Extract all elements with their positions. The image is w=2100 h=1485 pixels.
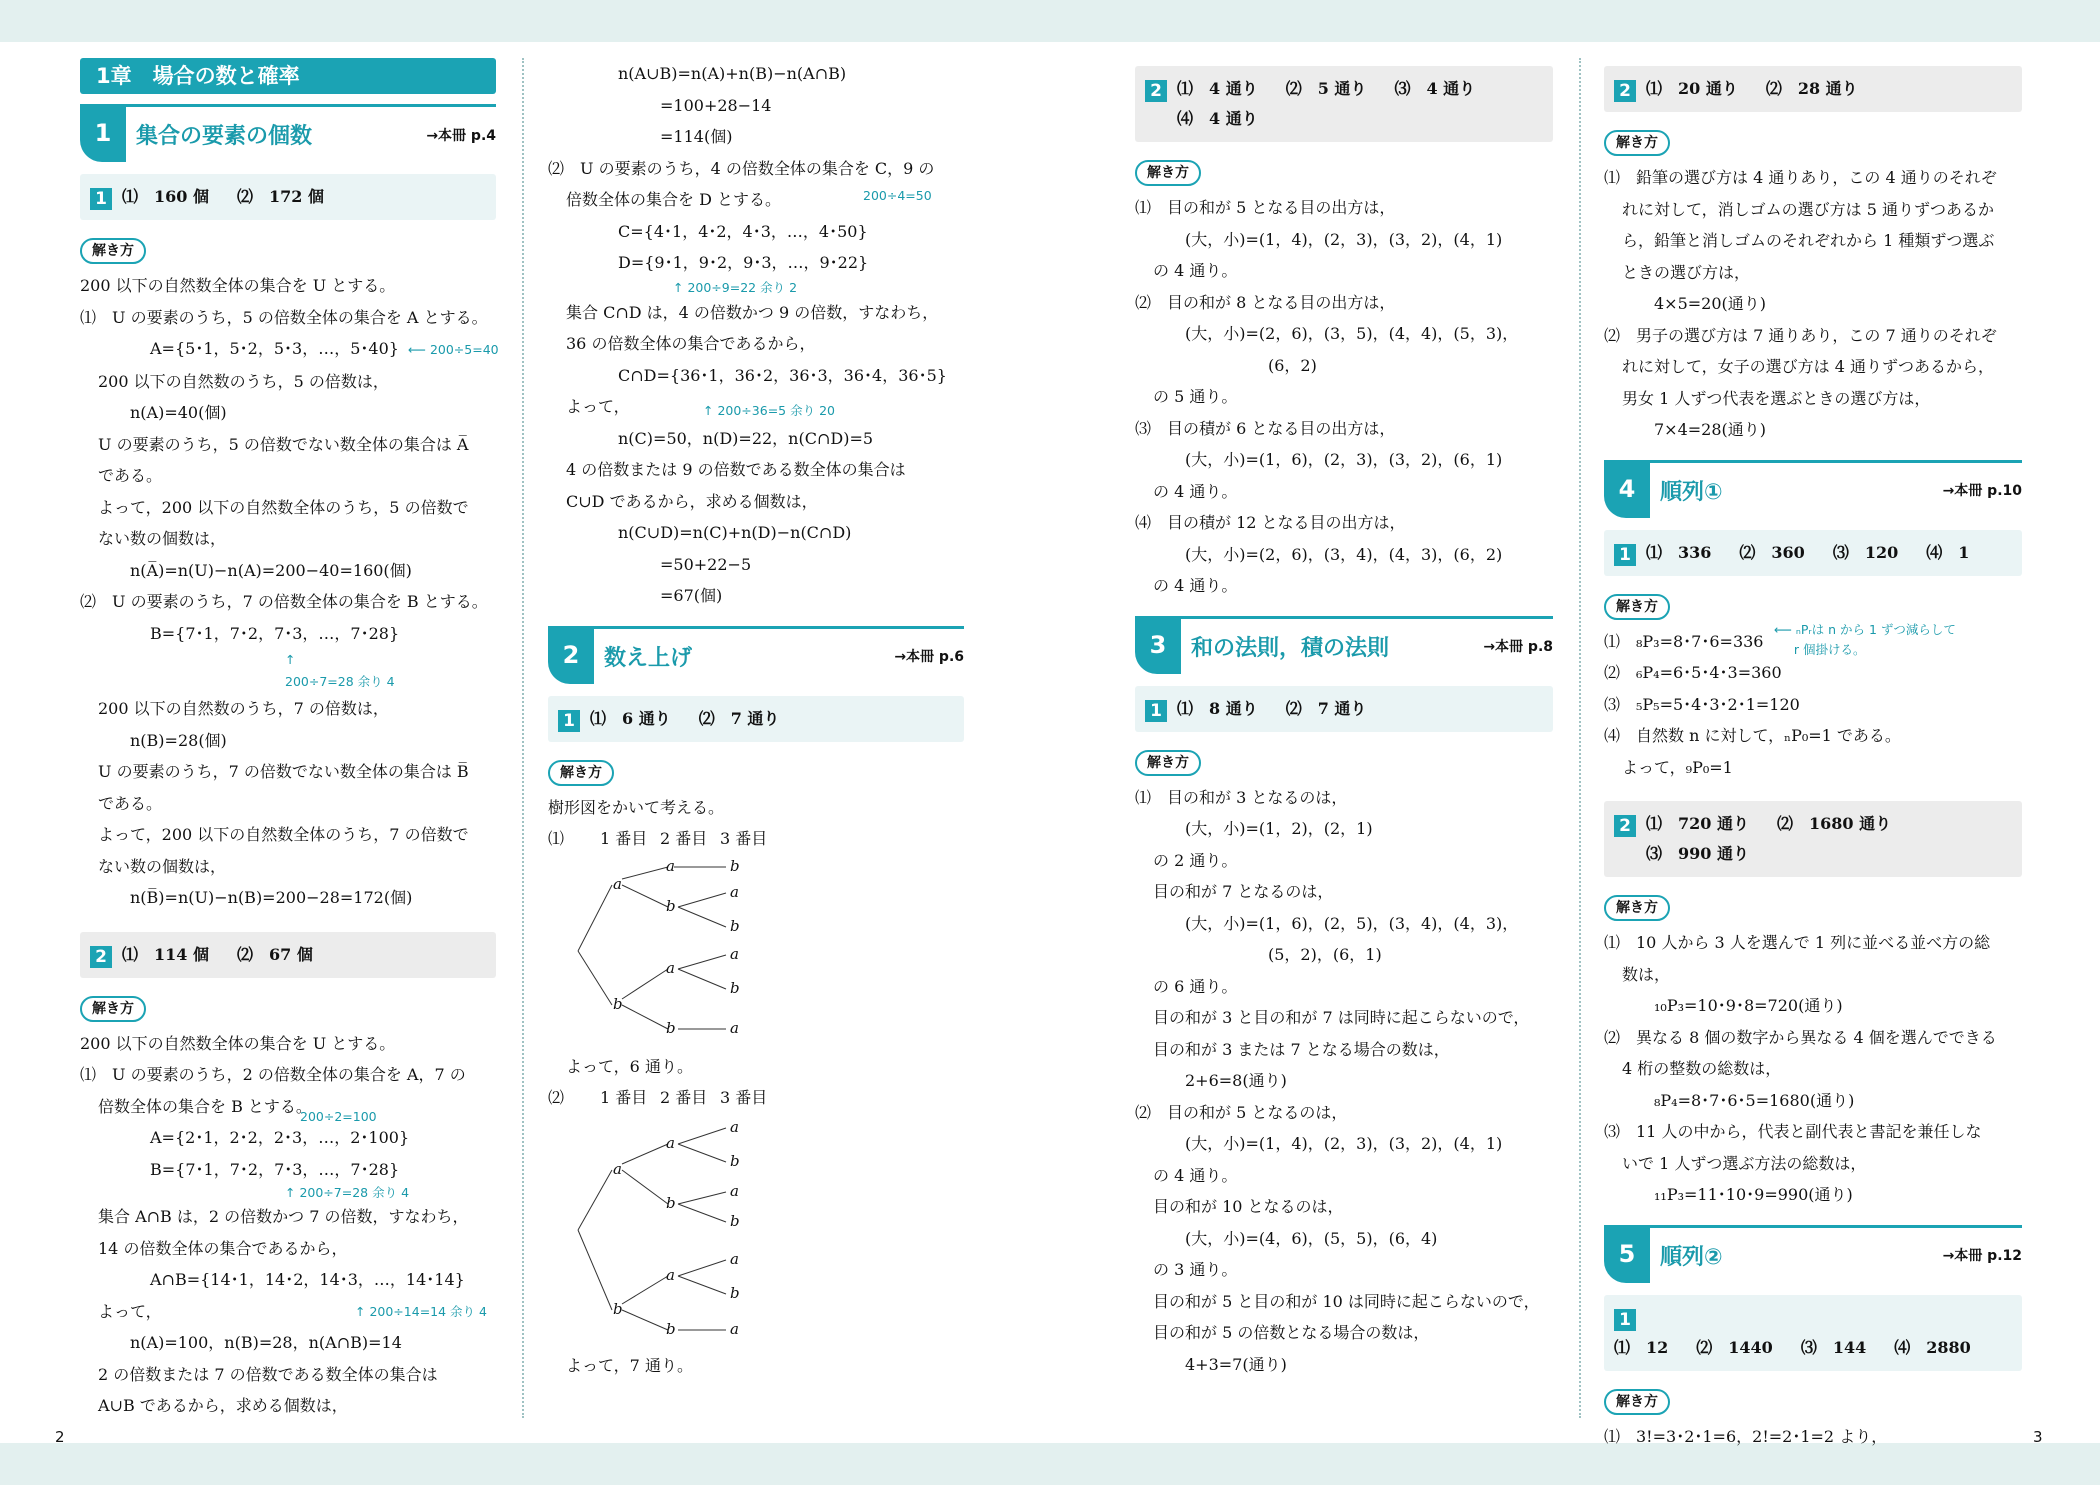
text-line: 男女 1 人ずつ代表を選ぶときの選び方は， <box>1622 388 1931 408</box>
text-line: よって，6 通り。 <box>566 1056 693 1076</box>
answer-item: ⑴ 720 通り <box>1646 814 1749 833</box>
tree-node: b <box>613 994 623 1013</box>
problem-badge: 1 <box>1614 1309 1636 1331</box>
text-line: いで 1 人ずつ選ぶ方法の総数は， <box>1622 1153 1867 1173</box>
text-line: の 5 通り。 <box>1153 387 1238 406</box>
column-divider <box>522 58 524 1418</box>
text-line: ⑴ U の要素のうち，5 の倍数全体の集合を A とする。 <box>80 307 488 327</box>
answer-item: ⑴ 160 個 <box>122 187 209 206</box>
text-line: (6，2) <box>1268 355 1317 375</box>
text-line: の 4 通り。 <box>1153 576 1238 595</box>
column-1 <box>80 58 499 1433</box>
answer-box <box>1604 66 2022 112</box>
answer-item: ⑴ 12 <box>1614 1337 1669 1357</box>
text-line: B={7･1，7･2，7･3，…，7･28} <box>150 1159 400 1179</box>
text-line: 数は， <box>1622 964 1671 984</box>
tree-node: b <box>730 1211 740 1230</box>
problem-badge: 2 <box>1614 80 1636 102</box>
tree-node: a <box>613 1159 622 1178</box>
text-line: ⑴ ₈P₃=8･7･6=336 <box>1604 631 1764 651</box>
problem-badge: 2 <box>90 946 112 968</box>
tree-node: b <box>730 978 740 997</box>
section-title: 順列② <box>1660 1244 1723 1270</box>
text-line: ⑵ 目の和が 5 となるのは， <box>1135 1102 1348 1122</box>
text-line: n(A∪B)=n(A)+n(B)−n(A∩B) <box>618 64 847 83</box>
solution-label: 解き方 <box>548 760 614 786</box>
tree-node: a <box>666 856 675 875</box>
solution-label: 解き方 <box>1135 750 1201 776</box>
solution-label: 解き方 <box>1135 160 1201 186</box>
solution-label: 解き方 <box>80 996 146 1022</box>
text-line: ら，鉛筆と消しゴムのそれぞれから 1 種類ずつ選ぶ <box>1622 231 1995 250</box>
answer-box <box>80 174 496 220</box>
text-line: ₈P₄=8･7･6･5=1680(通り) <box>1654 1090 1855 1110</box>
text-line: よって， <box>98 1301 162 1321</box>
tree-node: b <box>730 1283 740 1302</box>
answer-item: ⑶ 144 <box>1800 1337 1867 1357</box>
text-line: A∩B={14･1，14･2，14･3，…，14･14} <box>150 1270 465 1289</box>
tree-node: a <box>730 1117 739 1136</box>
column-2 <box>548 58 964 1433</box>
solution-label: 解き方 <box>80 238 146 264</box>
problem-badge: 1 <box>1614 544 1636 566</box>
answer-item: ⑴ 336 <box>1646 542 1712 562</box>
solution-label: 解き方 <box>1604 895 1670 921</box>
text-line: よって，200 以下の自然数全体のうち，7 の倍数で <box>98 825 469 844</box>
chapter-title: 1章 場合の数と確率 <box>80 58 496 94</box>
text-line: n(B)=28(個) <box>130 730 227 750</box>
text-line: の 4 通り。 <box>1153 261 1238 280</box>
text-line: れに対して，消しゴムの選び方は 5 通りずつあるか <box>1622 199 1995 219</box>
tree-node: b <box>666 896 676 915</box>
page-ref: →本冊 p.4 <box>426 127 496 144</box>
section-header-1 <box>80 104 496 162</box>
section-number: 1 <box>80 104 126 162</box>
text-line: である。 <box>98 466 163 485</box>
text-line: (5，2)，(6，1) <box>1268 945 1382 964</box>
margin-note: 200÷4=50 <box>863 188 932 203</box>
text-line: 4+3=7(通り) <box>1185 1354 1287 1374</box>
text-line: ときの選び方は， <box>1622 262 1751 282</box>
text-line: ₁₁P₃=11･10･9=990(通り) <box>1654 1185 1853 1204</box>
answer-item: ⑶ 4 通り <box>1394 79 1476 98</box>
text-line: =50+22−5 <box>660 554 752 574</box>
answer-item: ⑷ 4 通り <box>1177 109 1258 128</box>
answer-item: ⑵ 1680 通り <box>1776 814 1892 833</box>
section-header-3 <box>1135 616 1553 674</box>
section-title: 和の法則，積の法則 <box>1191 635 1390 661</box>
answer-item: ⑵ 7 通り <box>698 708 780 728</box>
text-line: U の要素のうち，5 の倍数でない数全体の集合は A̅ <box>98 434 469 454</box>
text-line: C={4･1，4･2，4･3，…，4･50} <box>618 221 868 241</box>
text-line: ⑶ ₅P₅=5･4･3･2･1=120 <box>1604 694 1800 714</box>
text-line: (大，小)=(2，6)，(3，4)，(4，3)，(6，2) <box>1185 544 1503 564</box>
margin-note: ↑ 200÷7=28 余り 4 <box>285 1185 410 1200</box>
text-line: 4 の倍数または 9 の倍数である数全体の集合は <box>566 460 906 479</box>
text-line: (大，小)=(1，4)，(2，3)，(3，2)，(4，1) <box>1185 1134 1503 1153</box>
solution-label: 解き方 <box>1604 594 1670 620</box>
tree-node: a <box>730 1249 739 1268</box>
tree-node: a <box>666 958 675 977</box>
text-line: 目の和が 3 または 7 となる場合の数は， <box>1153 1039 1450 1059</box>
answer-item: ⑶ 120 <box>1832 542 1899 562</box>
tree-node: b <box>666 1193 676 1212</box>
answer-item: ⑴ 4 通り <box>1177 79 1258 98</box>
text-line: ない数の個数は， <box>98 529 227 548</box>
text-line: である。 <box>98 793 163 813</box>
section-title: 集合の要素の個数 <box>136 124 313 149</box>
text-line: よって，7 通り。 <box>566 1355 693 1375</box>
margin-note: ↑ 200÷7=28 余り 4 <box>285 652 395 689</box>
text-line: ⑴ 鉛筆の選び方は 4 通りあり，この 4 通りのそれぞ <box>1604 168 1997 187</box>
tree-header: 1 番目 <box>600 1088 648 1107</box>
text-line: ⑴ 目の和が 5 となる目の出方は， <box>1135 198 1396 217</box>
text-line: ⑴ 目の和が 3 となるのは， <box>1135 787 1348 807</box>
answer-box <box>1135 66 1553 142</box>
answer-box <box>1135 686 1553 732</box>
text-line: 200 以下の自然数のうち，5 の倍数は， <box>98 371 389 391</box>
margin-note: ⟵ 200÷5=40 <box>408 342 499 357</box>
tree-node: b <box>730 1151 740 1170</box>
answer-item: ⑴ 6 通り <box>590 708 671 728</box>
text-line: 2 の倍数または 7 の倍数である数全体の集合は <box>98 1364 438 1384</box>
text-line: ⑶ 目の積が 6 となる目の出方は， <box>1135 418 1396 438</box>
text-line: B={7･1，7･2，7･3，…，7･28} <box>150 623 400 643</box>
text-line: 目の和が 7 となるのは， <box>1153 882 1334 901</box>
answer-item: ⑵ 28 通り <box>1765 79 1858 98</box>
text-line: n(C)=50，n(D)=22，n(C∩D)=5 <box>618 428 874 448</box>
section-number: 4 <box>1604 460 1650 518</box>
tree-node: b <box>613 1299 623 1318</box>
text-line: の 3 通り。 <box>1153 1260 1238 1279</box>
text-line: 目の和が 5 の倍数となる場合の数は， <box>1153 1323 1430 1342</box>
answer-box <box>1604 1295 2022 1371</box>
column-4 <box>1604 58 2022 1446</box>
section-number: 5 <box>1604 1225 1650 1283</box>
column-divider <box>1579 58 1581 1418</box>
text-line: の 6 通り。 <box>1153 976 1238 996</box>
text-line: n(A̅)=n(U)−n(A)=200−40=160(個) <box>130 560 412 580</box>
text-line: (大，小)=(1，4)，(2，3)，(3，2)，(4，1) <box>1185 229 1503 249</box>
text-line: =67(個) <box>660 586 723 605</box>
section-title: 順列① <box>1660 479 1723 505</box>
problem-badge: 2 <box>1614 815 1636 837</box>
text-line: 目の和が 5 と目の和が 10 は同時に起こらないので， <box>1153 1291 1540 1311</box>
tree-node: a <box>666 1133 675 1152</box>
page-number-right: 3 <box>2033 1428 2043 1446</box>
text-line: ⑵ 男子の選び方は 7 通りあり，この 7 通りのそれぞ <box>1604 325 1997 345</box>
margin-note: ⟵ ₙPᵣは n から 1 ずつ減らして r 個掛ける。 <box>1774 621 1956 657</box>
text-line: A∪B であるから，求める個数は， <box>98 1396 348 1415</box>
tree-node: a <box>730 1181 739 1200</box>
text-line: =100+28−14 <box>660 95 772 115</box>
text-line: 目の和が 3 と目の和が 7 は同時に起こらないので， <box>1153 1008 1530 1027</box>
text-line: ⑴ <box>548 829 565 848</box>
text-line: 4 桁の整数の総数は， <box>1622 1059 1782 1078</box>
section-number: 3 <box>1135 616 1181 674</box>
tree-node: a <box>666 1265 675 1284</box>
page-ref: →本冊 p.12 <box>1942 1248 2022 1264</box>
text-line: U の要素のうち，7 の倍数でない数全体の集合は B̅ <box>98 762 469 781</box>
tree-node: b <box>730 916 740 935</box>
answer-box <box>1604 530 2022 576</box>
page-ref: →本冊 p.6 <box>894 649 964 665</box>
tree-node: a <box>730 882 739 901</box>
text-line: (大，小)=(1，2)，(2，1) <box>1185 819 1373 838</box>
text-line: ₁₀P₃=10･9･8=720(通り) <box>1654 996 1843 1015</box>
solution-label: 解き方 <box>1604 130 1670 156</box>
text-line: D={9･1，9･2，9･3，…，9･22} <box>618 253 869 272</box>
answer-item: ⑵ 7 通り <box>1285 698 1367 718</box>
text-line: 200 以下の自然数全体の集合を U とする。 <box>80 276 396 295</box>
tree-header: 1 番目 <box>600 829 648 848</box>
tree-diagram-2 <box>548 1116 808 1344</box>
problem-badge: 1 <box>558 710 580 732</box>
text-line: (大，小)=(1，6)，(2，5)，(3，4)，(4，3)， <box>1185 913 1519 933</box>
answer-item: ⑵ 360 <box>1739 542 1805 562</box>
text-line: ⑵ ₆P₄=6･5･4･3=360 <box>1604 663 1782 682</box>
answer-item: ⑵ 1440 <box>1696 1337 1773 1357</box>
text-line: ⑵ <box>548 1088 565 1107</box>
tree-header: 2 番目 <box>660 829 708 848</box>
text-line: ない数の個数は， <box>98 856 227 876</box>
text-line: ⑴ 3!=3･2･1=6，2!=2･1=2 より， <box>1604 1426 1888 1446</box>
text-line: 目の和が 10 となるのは， <box>1153 1197 1344 1216</box>
margin-note: ↑ 200÷9=22 余り 2 <box>673 279 798 295</box>
text-line: よって，200 以下の自然数全体のうち，5 の倍数で <box>98 497 469 517</box>
tree-node: b <box>666 1018 676 1037</box>
tree-diagram-1 <box>548 857 808 1045</box>
text-line: 倍数全体の集合を D とする。 <box>566 190 782 209</box>
tree-node: a <box>613 874 622 893</box>
text-line: n(C∪D)=n(C)+n(D)−n(C∩D) <box>618 523 852 542</box>
section-header-4 <box>1604 460 2022 518</box>
section-header-2 <box>548 626 964 684</box>
text-line: 倍数全体の集合を B とする。 <box>98 1096 312 1116</box>
text-line: C∪D であるから，求める個数は， <box>566 491 818 511</box>
answer-item: ⑷ 2880 <box>1894 1337 1971 1357</box>
problem-badge: 1 <box>90 188 112 210</box>
page-ref: →本冊 p.8 <box>1483 639 1553 655</box>
text-line: 2+6=8(通り) <box>1185 1071 1287 1090</box>
text-line: (大，小)=(2，6)，(3，5)，(4，4)，(5，3)， <box>1185 324 1519 343</box>
answer-item: ⑵ 5 通り <box>1285 79 1367 98</box>
text-line: (大，小)=(1，6)，(2，3)，(3，2)，(6，1) <box>1185 450 1503 469</box>
text-line: A={2･1，2･2，2･3，…，2･100} <box>150 1128 410 1147</box>
text-line: C∩D={36･1，36･2，36･3，36･4，36･5} <box>618 365 947 385</box>
text-line: 集合 C∩D は，4 の倍数かつ 9 の倍数，すなわち， <box>566 302 939 322</box>
text-line: 7×4=28(通り) <box>1654 420 1767 439</box>
margin-note: 200÷2=100 <box>300 1109 377 1124</box>
text-line: ⑴ U の要素のうち，2 の倍数全体の集合を A，7 の <box>80 1065 466 1084</box>
answer-box <box>80 932 496 978</box>
page-ref: →本冊 p.10 <box>1942 483 2022 499</box>
text-line: A={5･1，5･2，5･3，…，5･40} <box>150 339 399 358</box>
text-line: の 4 通り。 <box>1153 1165 1238 1185</box>
page-number-left: 2 <box>55 1428 65 1446</box>
tree-node: a <box>730 944 739 963</box>
tree-node: a <box>730 1018 739 1037</box>
text-line: ⑵ 目の和が 8 となる目の出方は， <box>1135 292 1396 312</box>
text-line: の 4 通り。 <box>1153 481 1238 501</box>
text-line: 36 の倍数全体の集合であるから， <box>566 334 816 353</box>
margin-note: ↑ 200÷36=5 余り 20 <box>703 403 835 418</box>
text-line: ⑵ U の要素のうち，7 の倍数全体の集合を B とする。 <box>80 592 488 611</box>
text-line: =114(個) <box>660 127 733 146</box>
tree-header: 2 番目 <box>660 1088 708 1107</box>
text-line: の 2 通り。 <box>1153 850 1238 870</box>
text-line: n(A)=100，n(B)=28，n(A∩B)=14 <box>130 1333 402 1352</box>
margin-note: ↑ 200÷14=14 余り 4 <box>355 1303 487 1319</box>
answer-item: ⑵ 67 個 <box>236 944 313 964</box>
text-line: れに対して，女子の選び方は 4 通りずつあるから， <box>1622 357 1995 376</box>
answer-item: ⑴ 8 通り <box>1177 698 1258 718</box>
answer-box <box>1604 801 2022 877</box>
tree-header: 3 番目 <box>720 829 768 848</box>
text-line: 200 以下の自然数全体の集合を U とする。 <box>80 1033 396 1053</box>
section-number: 2 <box>548 626 594 684</box>
text-line: n(B̅)=n(U)−n(B)=200−28=172(個) <box>130 888 413 907</box>
answer-item: ⑷ 1 <box>1926 542 1970 562</box>
top-band <box>0 0 2100 42</box>
answer-item: ⑶ 990 通り <box>1646 844 1749 863</box>
text-line: n(A)=40(個) <box>130 403 227 422</box>
answer-item: ⑴ 20 通り <box>1646 79 1738 98</box>
text-line: 集合 A∩B は，2 の倍数かつ 7 の倍数，すなわち， <box>98 1207 469 1226</box>
text-line: ⑶ 11 人の中から，代表と副代表と書記を兼任しな <box>1604 1122 1982 1141</box>
solution-label: 解き方 <box>1604 1389 1670 1415</box>
answer-item: ⑴ 114 個 <box>122 944 209 964</box>
text-line: ⑵ U の要素のうち，4 の倍数全体の集合を C，9 の <box>548 158 935 178</box>
tree-node: b <box>730 856 740 875</box>
text-line: ⑵ 異なる 8 個の数字から異なる 4 個を選んでできる <box>1604 1027 1997 1047</box>
text-line: よって， <box>566 397 630 416</box>
tree-header: 3 番目 <box>720 1088 768 1107</box>
tree-node: a <box>730 1319 739 1338</box>
tree-node: b <box>666 1319 676 1338</box>
text-line: ⑷ 自然数 n に対して，ₙP₀=1 である。 <box>1604 726 1901 745</box>
text-line: よって，₉P₀=1 <box>1622 757 1733 777</box>
column-3 <box>1135 58 1553 1433</box>
section-header-5 <box>1604 1225 2022 1283</box>
text-line: 200 以下の自然数のうち，7 の倍数は， <box>98 699 389 718</box>
section-title: 数え上げ <box>604 645 693 671</box>
text-line: 樹形図をかいて考える。 <box>548 797 725 817</box>
text-line: ⑴ 10 人から 3 人を選んで 1 列に並べる並べ方の総 <box>1604 933 1991 952</box>
problem-badge: 1 <box>1145 700 1167 722</box>
problem-badge: 2 <box>1145 80 1167 102</box>
text-line: 4×5=20(通り) <box>1654 294 1767 313</box>
answer-item: ⑵ 172 個 <box>236 187 324 206</box>
text-line: (大，小)=(4，6)，(5，5)，(6，4) <box>1185 1228 1438 1248</box>
answer-box <box>548 696 964 742</box>
text-line: 14 の倍数全体の集合であるから， <box>98 1238 348 1258</box>
text-line: ⑷ 目の積が 12 となる目の出方は， <box>1135 513 1406 532</box>
